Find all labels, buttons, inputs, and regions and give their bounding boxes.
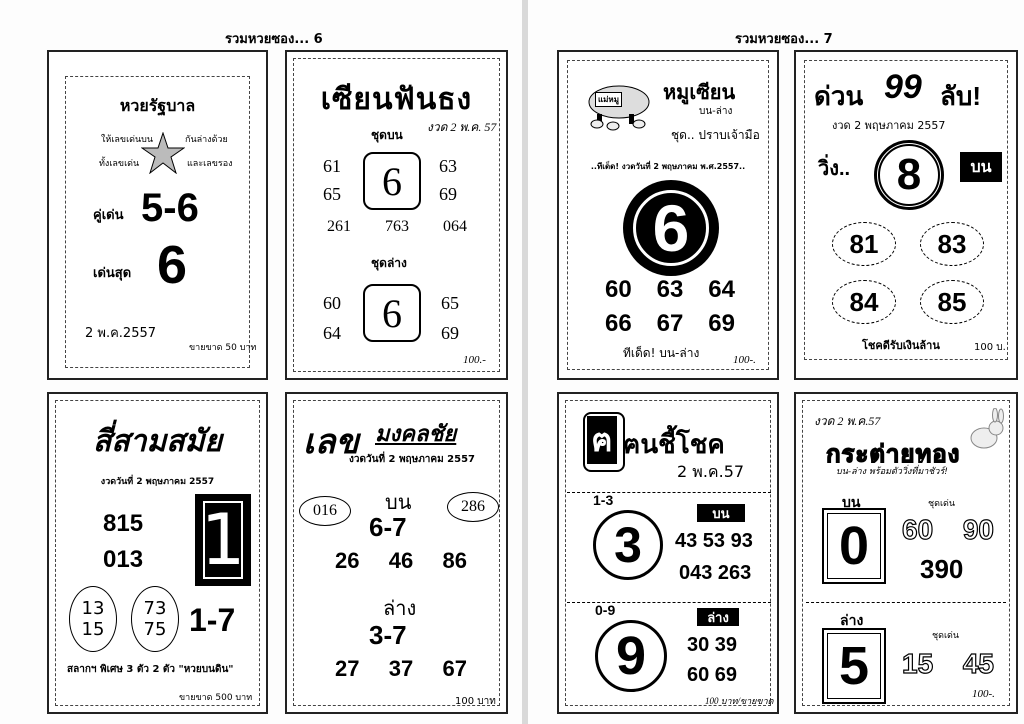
bottom-badge: ล่าง (697, 608, 739, 626)
footer-text: ทีเด็ด! บน-ล่าง (623, 346, 700, 360)
card-title: สี่สามสมัย (93, 425, 222, 458)
top-badge: บน (697, 504, 745, 522)
top-label: เด่นสุด (93, 266, 132, 281)
bottom-label: ล่าง (840, 613, 864, 629)
draw-date: 2 พ.ค.2557 (85, 326, 157, 341)
note-text: ทั้งเลขเด่น (99, 159, 140, 169)
footer-text: โชคดีรับเงินล้าน (862, 339, 940, 352)
number: 15 (81, 619, 105, 640)
top-badge: บน (960, 152, 1002, 182)
number: 65 (441, 293, 459, 313)
number-81: 81 (832, 222, 896, 266)
run-number: 8 (878, 144, 940, 206)
number: 69 (439, 184, 457, 204)
upper-row (327, 218, 467, 236)
rabbit-icon (968, 408, 1008, 450)
lower-left-nums (323, 288, 341, 348)
price-text: 100 บาท/ขายขาด (705, 696, 774, 706)
price-text: 100 บ. (974, 342, 1006, 353)
bottom-pair: 3-7 (369, 620, 407, 650)
draw-date: งวด 2 พฤษภาคม 2557 (832, 119, 946, 132)
number: 60 (605, 276, 632, 303)
card-sian (285, 50, 508, 380)
bottom-label: ล่าง (383, 596, 417, 620)
top-nums-2: 043 263 (679, 562, 752, 584)
number: 13 (81, 598, 105, 619)
logo-glyph: ฅ (587, 416, 617, 464)
oval-right: 286 (447, 492, 499, 522)
note-text: ให้เลขเด่นบน (101, 135, 154, 145)
price-text: ขายขาด 500 บาท (179, 693, 253, 703)
divider (806, 602, 1006, 603)
card-mongkol (285, 392, 508, 714)
top-main-frame: 0 (827, 513, 881, 579)
number: 61 (323, 156, 341, 176)
card-title-c: ลับ! (940, 81, 982, 111)
number: 15 (902, 648, 934, 679)
oval-pair-1 (69, 586, 117, 652)
card-rattaban (47, 50, 268, 380)
pair-number: 5-6 (141, 186, 199, 230)
price-text: 100-. (733, 354, 756, 366)
page-gutter (522, 0, 528, 724)
number-83: 83 (920, 222, 984, 266)
number: 013 (103, 546, 144, 573)
number-row-2 (605, 310, 735, 338)
draw-date: งวด 2 พ.ค.57 (814, 414, 881, 428)
card-duan-99 (794, 50, 1018, 380)
top-pair: 6-7 (369, 512, 407, 542)
number-85: 85 (920, 280, 984, 324)
oval-pair-2 (131, 586, 179, 652)
note-text: และเลขรอง (187, 159, 233, 169)
number: 64 (323, 323, 341, 343)
upper-label: ชุดบน (371, 128, 403, 142)
main-number-ring: 6 (633, 190, 709, 266)
number: 73 (143, 598, 167, 619)
card-subtitle: บน-ล่าง พร้อมตัววิ่งที่มาชัวร์! (836, 467, 948, 477)
number: 37 (388, 656, 414, 681)
number: 60 (902, 514, 934, 545)
number: 63 (439, 156, 457, 176)
top-set-label: ชุดเด่น (928, 499, 956, 509)
number: 64 (708, 276, 735, 303)
pair-label: คู่เด่น (93, 208, 124, 223)
lower-label: ชุดล่าง (371, 256, 407, 270)
draw-date: งวดวันที่ 2 พฤษภาคม 2557 (100, 477, 215, 487)
top-number: 6 (157, 235, 188, 295)
bottom-set-label: ชุดเด่น (932, 631, 960, 641)
number: 815 (103, 510, 144, 537)
number: 064 (443, 218, 467, 235)
card-title: ฅนชี้โชค (623, 429, 725, 459)
price-text: 100-. (972, 688, 995, 700)
run-label: วิ่ง.. (818, 158, 851, 180)
lower-right-nums (441, 288, 459, 348)
right-page-header: รวมหวยซอง... 7 (735, 32, 833, 47)
main-number-frame: 1 (200, 499, 246, 581)
number: 45 (962, 648, 994, 679)
card-kratai-thong (794, 392, 1018, 714)
top-nums-1: 43 53 93 (675, 530, 753, 552)
number: 67 (656, 310, 684, 337)
pair-number: 1-7 (189, 602, 236, 638)
main-number (623, 180, 719, 276)
number: 261 (327, 218, 351, 235)
number-84: 84 (832, 280, 896, 324)
main-nums (103, 506, 143, 578)
card-title: กระต่ายทอง (826, 440, 961, 468)
lower-main-number: 6 (363, 284, 421, 342)
footer-text: สลากฯ พิเศษ 3 ตัว 2 ตัว "หวยบนดิน" (67, 664, 234, 675)
card-tag: ชุด.. ปราบเจ้ามือ (671, 128, 760, 142)
run-number-ring (874, 140, 944, 210)
number: 63 (656, 276, 684, 303)
left-page-header: รวมหวยซอง... 6 (225, 32, 323, 47)
number: 46 (388, 548, 414, 573)
top-label: บน (385, 490, 412, 514)
top-main-number (822, 508, 886, 584)
draw-date: 2 พ.ค.57 (677, 462, 745, 481)
top-nums (902, 514, 994, 546)
upper-left-nums (323, 152, 341, 208)
card-title-b: 99 (884, 68, 922, 106)
upper-right-nums (439, 152, 457, 208)
top-range: 1-3 (593, 492, 614, 508)
note-text: กันล่างด้วย (185, 135, 228, 145)
number: 86 (442, 548, 467, 573)
draw-date: งวด 2 พ.ค. 57 (427, 120, 497, 134)
card-khon-chee-chok (557, 392, 779, 714)
main-number (195, 494, 251, 586)
number: 66 (605, 310, 632, 337)
card-title: หวยรัฐบาล (119, 98, 196, 115)
card-moo-sian (557, 50, 779, 380)
card-see-sam-samai (47, 392, 268, 714)
top-row (335, 548, 467, 574)
price-text: 100 บาท (455, 696, 496, 707)
card-title-a: ด่วน (814, 81, 864, 111)
number: 27 (335, 656, 360, 681)
card-title: หมูเซียน (663, 82, 736, 104)
number: 26 (335, 548, 360, 573)
number: 69 (441, 323, 459, 343)
draw-date: งวดวันที่ 2 พฤษภาคม 2557 (349, 454, 475, 465)
price-text: 100.- (463, 354, 486, 366)
bottom-main-frame: 5 (827, 633, 881, 699)
number: 90 (962, 514, 994, 545)
number-row-1 (605, 276, 735, 304)
price-text: ขายขาด 50 บาท (189, 343, 257, 353)
bottom-main-number: 9 (595, 620, 667, 692)
star-icon (141, 132, 185, 174)
top-label: บน (842, 495, 861, 511)
oval-left: 016 (299, 496, 351, 526)
number: 69 (708, 310, 735, 337)
top-main-number: 3 (593, 510, 663, 580)
pig-badge: แม่หมู (595, 92, 622, 107)
draw-date: ..ทีเด็ด! งวดวันที่ 2 พฤษภาคม พ.ศ.2557.. (590, 162, 746, 171)
card-title-b: มงคลชัย (375, 421, 457, 446)
number: 67 (442, 656, 467, 681)
number: 60 (323, 293, 341, 313)
number: 65 (323, 184, 341, 204)
number: 763 (385, 218, 409, 235)
card-title: เซียนฟันธง (320, 83, 473, 116)
card-subtitle: บน-ล่าง (699, 106, 733, 117)
bottom-nums-2: 60 69 (687, 664, 738, 686)
number: 75 (143, 619, 167, 640)
upper-main-number: 6 (363, 152, 421, 210)
top-triple: 390 (920, 554, 964, 584)
bottom-nums-1: 30 39 (687, 634, 738, 656)
bottom-main-number (822, 628, 886, 704)
bottom-nums (902, 648, 994, 680)
bottom-row (335, 656, 467, 682)
card-title-a: เลข (303, 423, 359, 461)
bottom-range: 0-9 (595, 602, 616, 618)
